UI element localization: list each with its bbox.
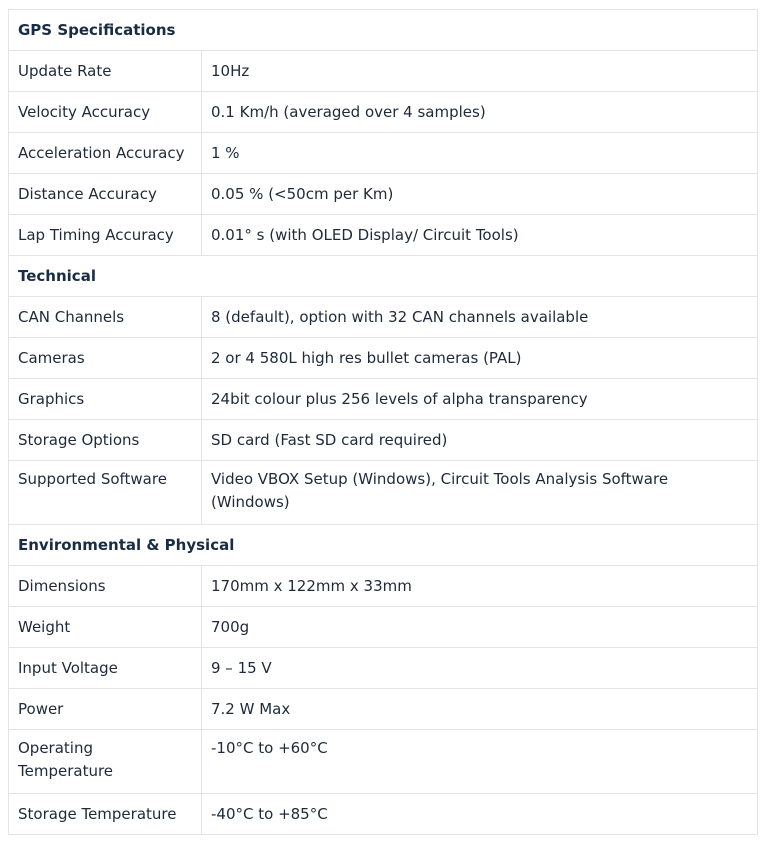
spec-value: 9 – 15 V bbox=[202, 648, 758, 689]
table-row bbox=[9, 648, 758, 689]
spec-value: 24bit colour plus 256 levels of alpha transparency bbox=[202, 379, 758, 420]
table-row bbox=[9, 215, 758, 256]
table-row bbox=[9, 51, 758, 92]
spec-value: 0.1 Km/h (averaged over 4 samples) bbox=[202, 92, 758, 133]
spec-value: -40°C to +85°C bbox=[202, 794, 758, 835]
section-title: Environmental & Physical bbox=[9, 525, 758, 566]
table-row bbox=[9, 794, 758, 835]
spec-value: 0.01° s (with OLED Display/ Circuit Tools) bbox=[202, 215, 758, 256]
spec-label: Graphics bbox=[9, 379, 202, 420]
table-row bbox=[9, 338, 758, 379]
spec-value: 7.2 W Max bbox=[202, 689, 758, 730]
spec-label: Storage Options bbox=[9, 420, 202, 461]
spec-value: 8 (default), option with 32 CAN channels available bbox=[202, 297, 758, 338]
specifications-table bbox=[8, 9, 758, 835]
spec-label: Operating Temperature bbox=[9, 730, 202, 794]
spec-label: Weight bbox=[9, 607, 202, 648]
table-row bbox=[9, 379, 758, 420]
spec-label: Update Rate bbox=[9, 51, 202, 92]
table-row bbox=[9, 689, 758, 730]
spec-label: Dimensions bbox=[9, 566, 202, 607]
spec-value: 700g bbox=[202, 607, 758, 648]
table-row bbox=[9, 133, 758, 174]
section-header-technical bbox=[9, 256, 758, 297]
spec-label: Distance Accuracy bbox=[9, 174, 202, 215]
section-header-gps bbox=[9, 10, 758, 51]
section-title: GPS Specifications bbox=[9, 10, 758, 51]
spec-value: 2 or 4 580L high res bullet cameras (PAL) bbox=[202, 338, 758, 379]
spec-value: -10°C to +60°C bbox=[202, 730, 758, 794]
spec-value: Video VBOX Setup (Windows), Circuit Tools Analysis Software (Windows) bbox=[202, 461, 758, 525]
section-title: Technical bbox=[9, 256, 758, 297]
spec-label: Acceleration Accuracy bbox=[9, 133, 202, 174]
spec-value: 0.05 % (<50cm per Km) bbox=[202, 174, 758, 215]
spec-label: Supported Software bbox=[9, 461, 202, 525]
table-row bbox=[9, 297, 758, 338]
spec-label: Power bbox=[9, 689, 202, 730]
spec-value: 170mm x 122mm x 33mm bbox=[202, 566, 758, 607]
spec-label: Storage Temperature bbox=[9, 794, 202, 835]
spec-value: SD card (Fast SD card required) bbox=[202, 420, 758, 461]
table-row bbox=[9, 92, 758, 133]
spec-label: Velocity Accuracy bbox=[9, 92, 202, 133]
section-header-environmental bbox=[9, 525, 758, 566]
spec-value: 1 % bbox=[202, 133, 758, 174]
table-row bbox=[9, 607, 758, 648]
spec-label: Cameras bbox=[9, 338, 202, 379]
table-row bbox=[9, 174, 758, 215]
spec-label: Lap Timing Accuracy bbox=[9, 215, 202, 256]
table-row bbox=[9, 566, 758, 607]
spec-value: 10Hz bbox=[202, 51, 758, 92]
table-row bbox=[9, 420, 758, 461]
table-row bbox=[9, 730, 758, 794]
spec-label: CAN Channels bbox=[9, 297, 202, 338]
table-row bbox=[9, 461, 758, 525]
spec-label: Input Voltage bbox=[9, 648, 202, 689]
